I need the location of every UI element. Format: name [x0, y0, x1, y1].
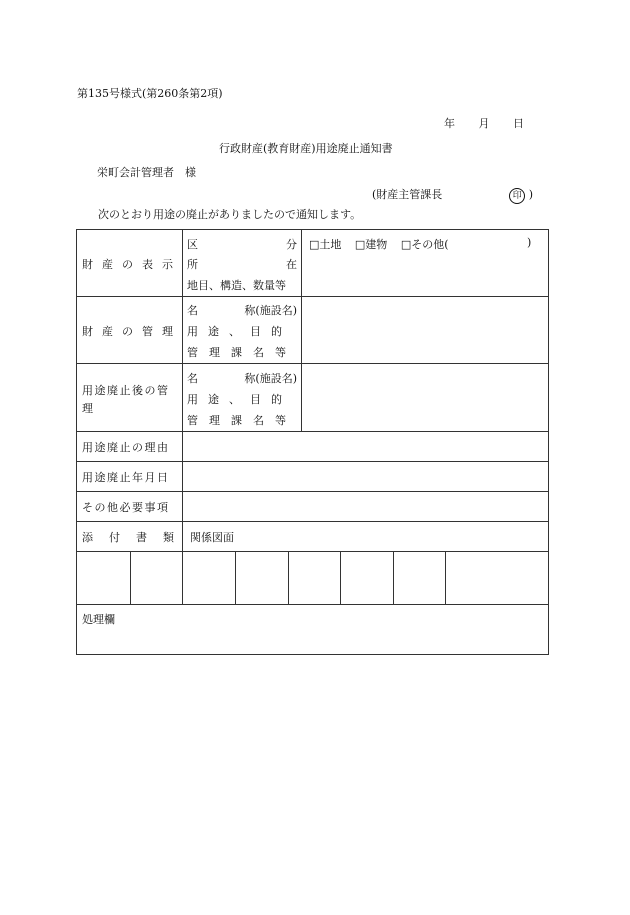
sub-name — [187, 370, 297, 386]
row-label-property-display — [82, 256, 182, 272]
sub-land-structure: 地目、構造、数量等 — [187, 279, 286, 292]
label-line-2: 理 — [82, 402, 93, 415]
rule — [77, 604, 548, 605]
sender-title: (財産主管課長 — [372, 188, 443, 201]
other-close-paren: ) — [527, 236, 532, 249]
rule — [77, 461, 548, 462]
checkbox-other[interactable]: □その他( — [400, 238, 449, 251]
remarks-label: 処理欄 — [82, 613, 115, 626]
rule — [77, 296, 548, 297]
sub-name-b: 称(施設名) — [244, 372, 297, 385]
sub-purpose — [187, 391, 297, 407]
date-day: 日 — [513, 117, 524, 130]
label-line-1: 用途廃止後の管 — [82, 384, 170, 397]
rule — [77, 521, 548, 522]
label-text: 財産の表示 — [82, 258, 182, 271]
sub-char: 所 — [187, 258, 198, 271]
sub-purpose-text: 用途、目的 — [187, 325, 292, 338]
sub-department — [187, 412, 297, 428]
sender-close: ) — [528, 188, 534, 201]
sub-category — [187, 236, 297, 252]
sub-purpose-text: 用途、目的 — [187, 393, 292, 406]
sub-name-b: 称(施設名) — [244, 304, 297, 317]
rule — [393, 551, 394, 604]
rule — [182, 230, 183, 604]
sender — [372, 186, 533, 204]
sub-department — [187, 344, 297, 360]
rule — [77, 363, 548, 364]
form-number: 第135号様式(第260条第2項) — [77, 87, 223, 100]
date-line — [444, 115, 524, 131]
row-label-abolition-reason: 用途廃止の理由 — [82, 441, 170, 454]
checkbox-land[interactable]: □土地 — [309, 238, 342, 251]
attachment-value: 関係図面 — [190, 531, 234, 544]
seal-mark: 印 — [509, 188, 525, 204]
checkbox-building[interactable]: □建物 — [354, 238, 388, 251]
row-label-post-abolition — [82, 382, 177, 416]
rule — [130, 551, 131, 604]
rule — [445, 551, 446, 604]
sub-char: 区 — [187, 238, 198, 251]
checkbox-group — [309, 236, 449, 252]
rule — [288, 551, 289, 604]
row-label-attachments — [82, 529, 190, 545]
rule — [340, 551, 341, 604]
sub-location — [187, 256, 297, 272]
document-title: 行政財産(教育財産)用途廃止通知書 — [219, 142, 393, 155]
sub-char: 在 — [286, 258, 297, 271]
sub-department-text: 管理課名等 — [187, 346, 297, 359]
row-label-other-matters: その他必要事項 — [82, 501, 170, 514]
sub-purpose — [187, 323, 297, 339]
sub-name-a: 名 — [187, 304, 198, 317]
sub-char: 分 — [286, 238, 297, 251]
sub-name — [187, 302, 297, 318]
sub-department-text: 管理課名等 — [187, 414, 297, 427]
row-label-abolition-date: 用途廃止年月日 — [82, 471, 170, 484]
label-text: 財産の管理 — [82, 325, 182, 338]
rule — [77, 431, 548, 432]
rule — [235, 551, 236, 604]
label-text: 添付書類 — [82, 531, 190, 544]
notification-table — [76, 229, 549, 655]
rule — [301, 230, 302, 431]
date-year: 年 — [444, 117, 455, 130]
date-month: 月 — [478, 117, 490, 130]
sub-name-a: 名 — [187, 372, 198, 385]
rule — [77, 551, 548, 552]
intro-text: 次のとおり用途の廃止がありましたので通知します。 — [98, 208, 362, 221]
rule — [77, 491, 548, 492]
row-label-property-management — [82, 323, 182, 339]
addressee: 栄町会計管理者 様 — [97, 166, 196, 179]
